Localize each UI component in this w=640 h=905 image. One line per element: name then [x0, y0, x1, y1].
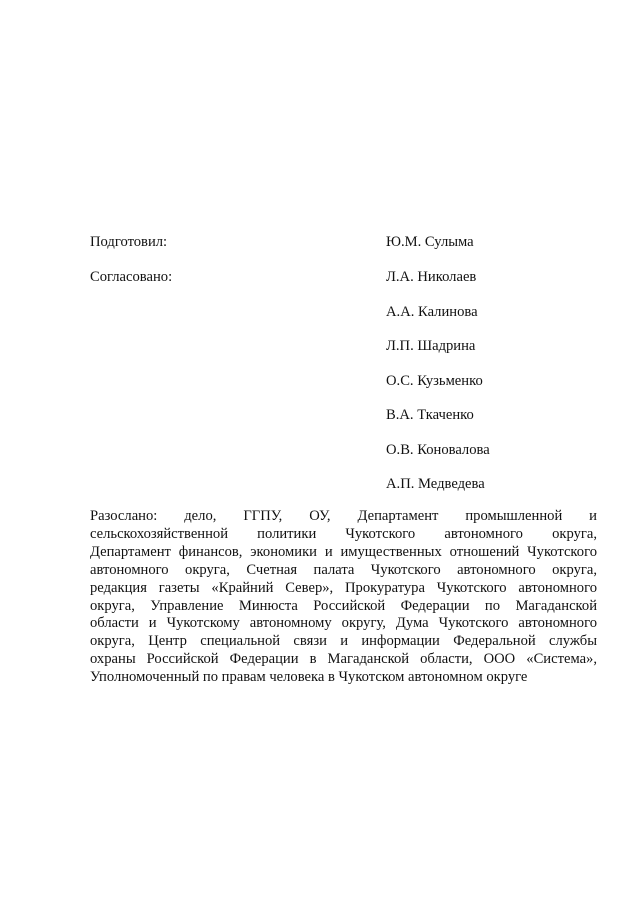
distribution-line: автономного округа, Счетная палата Чукотского автономного округа,	[90, 561, 597, 578]
distribution-line: округа, Управление Минюста Российской Федерации по Магаданской	[90, 597, 597, 614]
prepared-by-label: Подготовил:	[90, 234, 168, 250]
approver-name: Л.А. Николаев	[386, 269, 477, 285]
approver-row	[90, 440, 600, 460]
approver-row	[90, 302, 600, 322]
distribution-line: сельскохозяйственной политики Чукотского автономного округа,	[90, 525, 597, 542]
distribution-line: области и Чукотскому автономному округу, Дума Чукотского автономного	[90, 615, 597, 632]
distribution-line: редакция газеты «Крайний Север», Прокуратура Чукотского автономного	[90, 579, 597, 596]
distribution-line: Уполномоченный по правам человека в Чукотском автономном округе	[90, 669, 528, 686]
prepared-by-name: Ю.М. Сулыма	[386, 234, 474, 250]
approver-name: Л.П. Шадрина	[386, 338, 476, 354]
approved-row	[90, 267, 600, 287]
approver-row	[90, 371, 600, 391]
approver-name: О.С. Кузьменко	[386, 373, 483, 389]
approver-row	[90, 336, 600, 356]
approver-row	[90, 474, 600, 494]
approved-label: Согласовано:	[90, 269, 173, 285]
distribution-list	[90, 508, 597, 687]
distribution-line: округа, Центр специальной связи и информации Федеральной службы	[90, 633, 597, 650]
approver-row	[90, 405, 600, 425]
distribution-line: охраны Российской Федерации в Магаданской области, ООО «Система»,	[90, 651, 597, 668]
approver-name: О.В. Коновалова	[386, 442, 490, 458]
prepared-by-row	[90, 232, 600, 252]
distribution-line: Разослано: дело, ГГПУ, ОУ, Департамент промышленной и	[90, 508, 597, 524]
approver-name: В.А. Ткаченко	[386, 407, 474, 423]
distribution-line: Департамент финансов, экономики и имущественных отношений Чукотского	[90, 543, 597, 560]
approver-name: А.А. Калинова	[386, 304, 478, 320]
approver-name: А.П. Медведева	[386, 476, 485, 492]
